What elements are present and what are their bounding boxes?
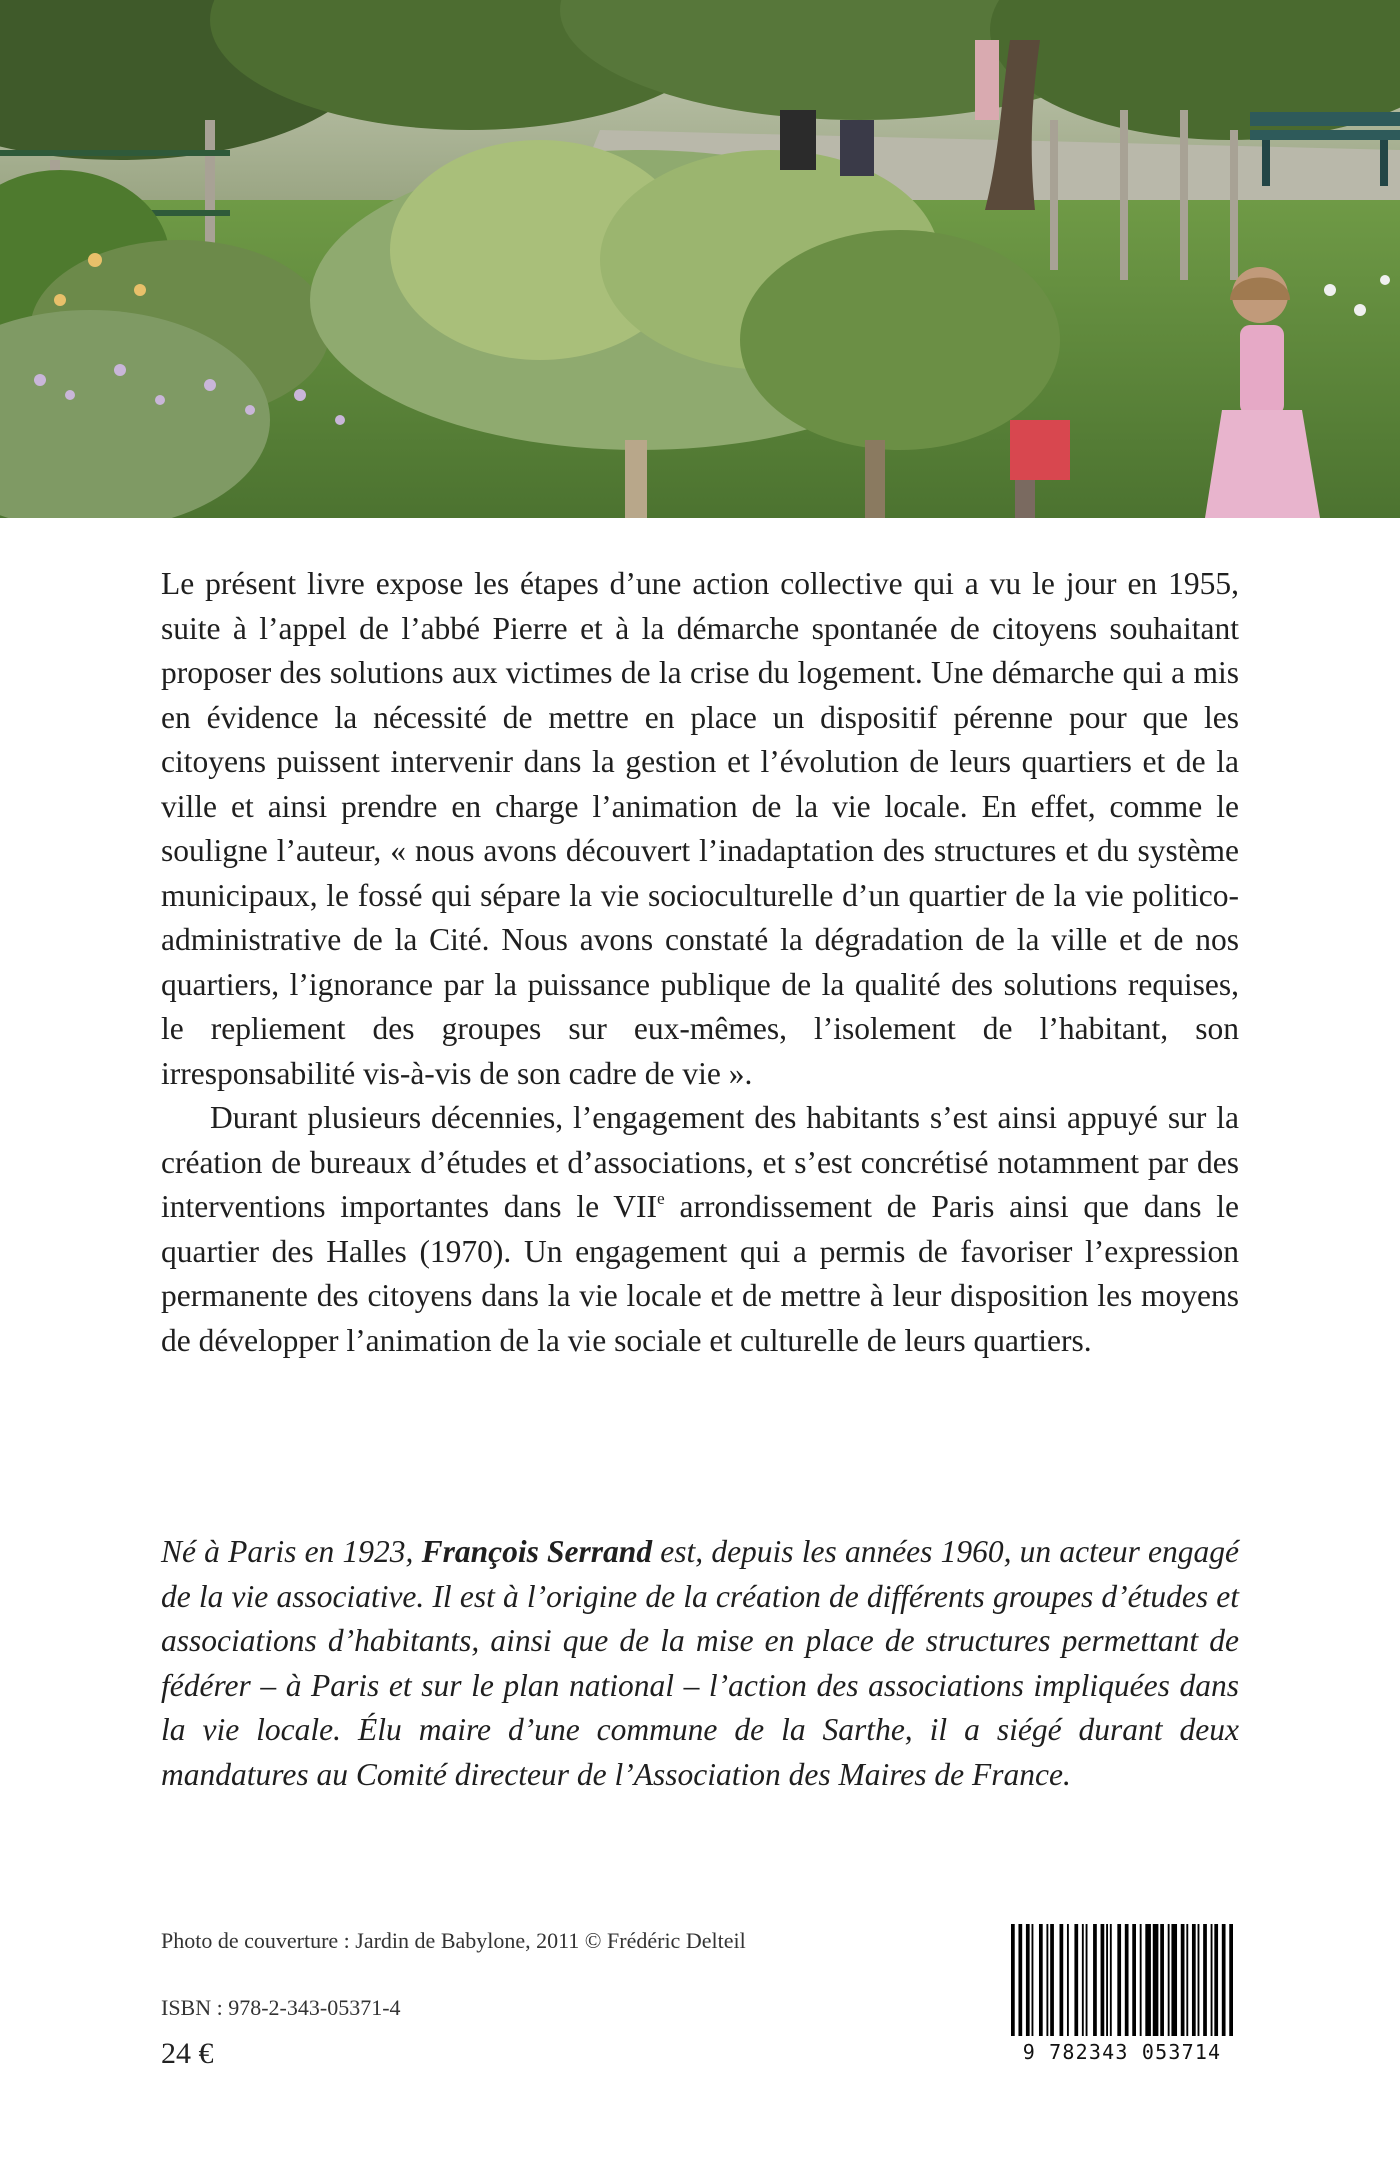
barcode-bar	[1060, 1924, 1064, 2036]
barcode-bar	[1086, 1924, 1088, 2036]
barcode-bar	[1067, 1924, 1069, 2036]
blurb-paragraph-2-end: arrondissement de Paris ainsi que dans le quartier des Halles (1970). Un engagement qui a permis de favoriser l’expression permanente des citoyens dans la vie locale et de mettre à leur disposition les moyens de développer l’animation de la vie sociale et culturelle de leurs quartiers.	[161, 1189, 1239, 1358]
barcode-bar	[1140, 1924, 1142, 2036]
barcode-bar	[1214, 1924, 1218, 2036]
barcode-bar	[1026, 1924, 1030, 2036]
barcode	[1005, 1920, 1239, 2072]
barcode-bar	[1171, 1924, 1177, 2036]
barcode-bar	[1117, 1924, 1121, 2036]
garden-photo-icon	[0, 0, 1400, 518]
barcode-bar	[1125, 1924, 1129, 2036]
barcode-bar	[1198, 1924, 1200, 2036]
barcode-bar	[1110, 1924, 1112, 2036]
isbn-label: ISBN : 978-2-343-05371-4	[161, 1995, 401, 2020]
author-name: François Serrand	[421, 1534, 653, 1569]
barcode-bar	[1046, 1924, 1048, 2036]
cover-photo	[0, 0, 1400, 518]
barcode-bar	[1222, 1924, 1226, 2036]
blurb-paragraph-2-start: Durant plusieurs décennies, l’engagement des habitants s’est ainsi appuyé sur la création de bureaux d’études et d’associations, et s’est concrétisé notamment par des interventions importantes dans le VII	[161, 1100, 1239, 1224]
barcode-bar	[1186, 1924, 1188, 2036]
barcode-digits: 9 782343 053714	[1022, 2040, 1222, 2064]
barcode-bar	[1011, 1924, 1015, 2036]
barcode-icon	[1005, 1920, 1239, 2038]
blurb-paragraph-1: Le présent livre expose les étapes d’une action collective qui a vu le jour en 1955, suite à l’appel de l’abbé Pierre et à la démarche spontanée de citoyens souhaitant proposer des solutions aux victimes de la crise du logement. Une démarche qui a mis en évidence la nécessité de mettre en place un dispositif pérenne pour que les citoyens puissent intervenir dans la gestion et l’évolution de leurs quartiers et de la ville et ainsi prendre en charge l’animation de la vie locale. En effet, comme le souligne l’auteur, « nous avons découvert l’inadaptation des structures et du système municipaux, le fossé qui sépare la vie socioculturelle d’un quartier de la vie politico-administrative de la Cité. Nous avons constaté la dégradation de la ville et de nos quartiers, l’ignorance par la puissance publique de la qualité des solutions requises, le repliement des groupes sur eux-mêmes, l’isolement de l’habitant, son irresponsabilité vis-à-vis de son cadre de vie ».	[161, 566, 1239, 1091]
barcode-bar	[1203, 1924, 1207, 2036]
photo-credit: Photo de couverture : Jardin de Babylone, 2011 © Frédéric Delteil	[161, 1928, 746, 1953]
barcode-bar	[1160, 1924, 1164, 2036]
author-bio-end: est, depuis les années 1960, un acteur engagé de la vie associative. Il est à l’origine de la création de différents groupes d’études et associations d’habitants, ainsi que de la mise en place de structures permettant de fédérer – à Paris et sur le plan national – l’action des associations impliquées dans la vie locale. Élu maire d’une commune de la Sarthe, il a siégé durant deux mandatures au Comité directeur de l’Association des Maires de France.	[161, 1534, 1239, 1792]
barcode-bar	[1229, 1924, 1233, 2036]
barcode-bar	[1145, 1924, 1151, 2036]
book-blurb	[161, 562, 1239, 1363]
blurb-paragraph-2	[161, 1096, 1239, 1363]
barcode-bar	[1074, 1924, 1078, 2036]
barcode-bar	[1192, 1924, 1196, 2036]
barcode-bar	[1039, 1924, 1043, 2036]
author-bio-start: Né à Paris en 1923,	[161, 1534, 422, 1569]
barcode-bar	[1050, 1924, 1054, 2036]
barcode-bar	[1093, 1924, 1097, 2036]
barcode-bar	[1101, 1924, 1105, 2036]
author-biography	[161, 1530, 1239, 1797]
author-paragraph	[161, 1530, 1239, 1797]
barcode-bar	[1168, 1924, 1170, 2036]
barcode-bar	[1106, 1924, 1108, 2036]
ordinal-superscript: e	[657, 1189, 665, 1209]
barcode-bar	[1018, 1924, 1022, 2036]
barcode-bar	[1181, 1924, 1185, 2036]
price-label: 24 €	[161, 2037, 214, 2070]
barcode-bar	[1211, 1924, 1213, 2036]
barcode-bar	[1132, 1924, 1136, 2036]
barcode-bar	[1153, 1924, 1159, 2036]
barcode-bar	[1082, 1924, 1084, 2036]
barcode-bar	[1032, 1924, 1034, 2036]
